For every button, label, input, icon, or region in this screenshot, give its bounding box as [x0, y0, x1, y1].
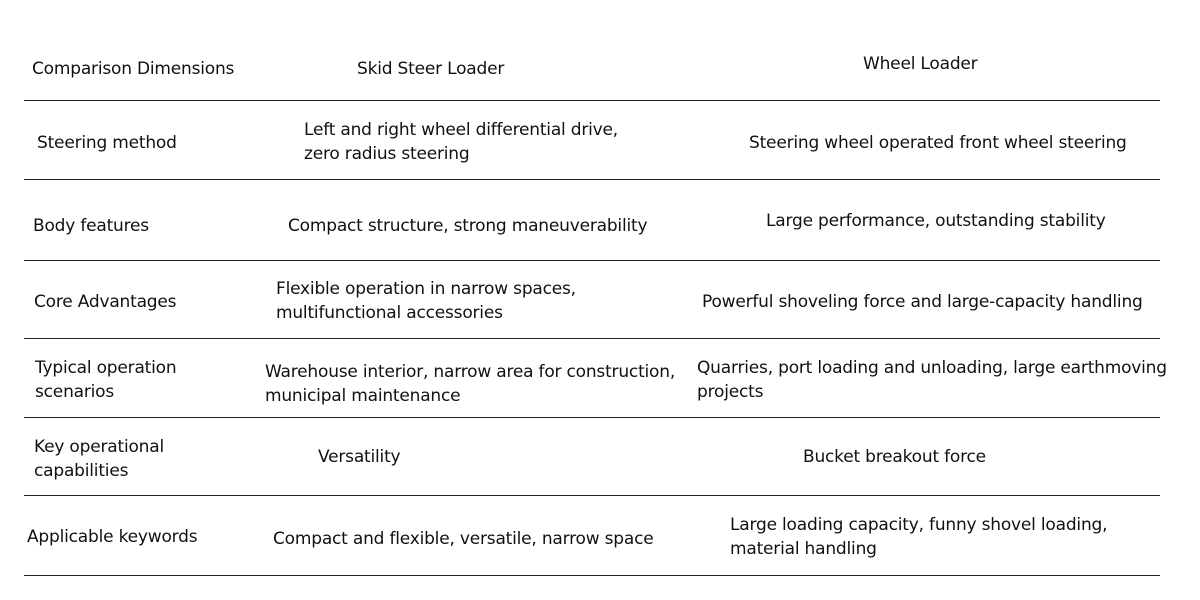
row-skid-value: Warehouse interior, narrow area for construction, municipal maintenance — [265, 362, 676, 406]
row-dimension: Body features — [33, 216, 149, 236]
row-rule — [24, 338, 1160, 339]
row-dimension: Steering method — [37, 133, 177, 153]
row-wheel-value: Powerful shoveling force and large-capacity handling — [702, 292, 1143, 312]
row-dimension: Applicable keywords — [27, 527, 198, 547]
header-wheel-loader: Wheel Loader — [863, 54, 978, 74]
row-rule — [24, 495, 1160, 496]
row-rule — [24, 179, 1160, 180]
row-wheel-value: Quarries, port loading and unloading, large earthmoving projects — [697, 358, 1167, 402]
row-wheel-value: Large performance, outstanding stability — [766, 211, 1106, 231]
row-wheel-value: Bucket breakout force — [803, 447, 986, 467]
row-wheel-value: Steering wheel operated front wheel steering — [749, 133, 1127, 153]
header-dimension: Comparison Dimensions — [32, 59, 235, 79]
row-skid-value: Compact and flexible, versatile, narrow space — [273, 529, 654, 549]
row-dimension: Key operational capabilities — [34, 437, 164, 481]
table-bottom-rule — [24, 575, 1160, 576]
row-wheel-value: Large loading capacity, funny shovel loading, material handling — [730, 515, 1108, 559]
row-dimension: Core Advantages — [34, 292, 177, 312]
row-skid-value: Left and right wheel differential drive, zero radius steering — [304, 120, 618, 164]
header-skid-steer-loader: Skid Steer Loader — [357, 59, 505, 79]
row-rule — [24, 417, 1160, 418]
row-rule — [24, 260, 1160, 261]
row-skid-value: Compact structure, strong maneuverability — [288, 216, 648, 236]
row-skid-value: Versatility — [318, 447, 401, 467]
header-rule — [24, 100, 1160, 101]
row-dimension: Typical operation scenarios — [35, 358, 177, 402]
row-skid-value: Flexible operation in narrow spaces, multifunctional accessories — [276, 279, 576, 323]
